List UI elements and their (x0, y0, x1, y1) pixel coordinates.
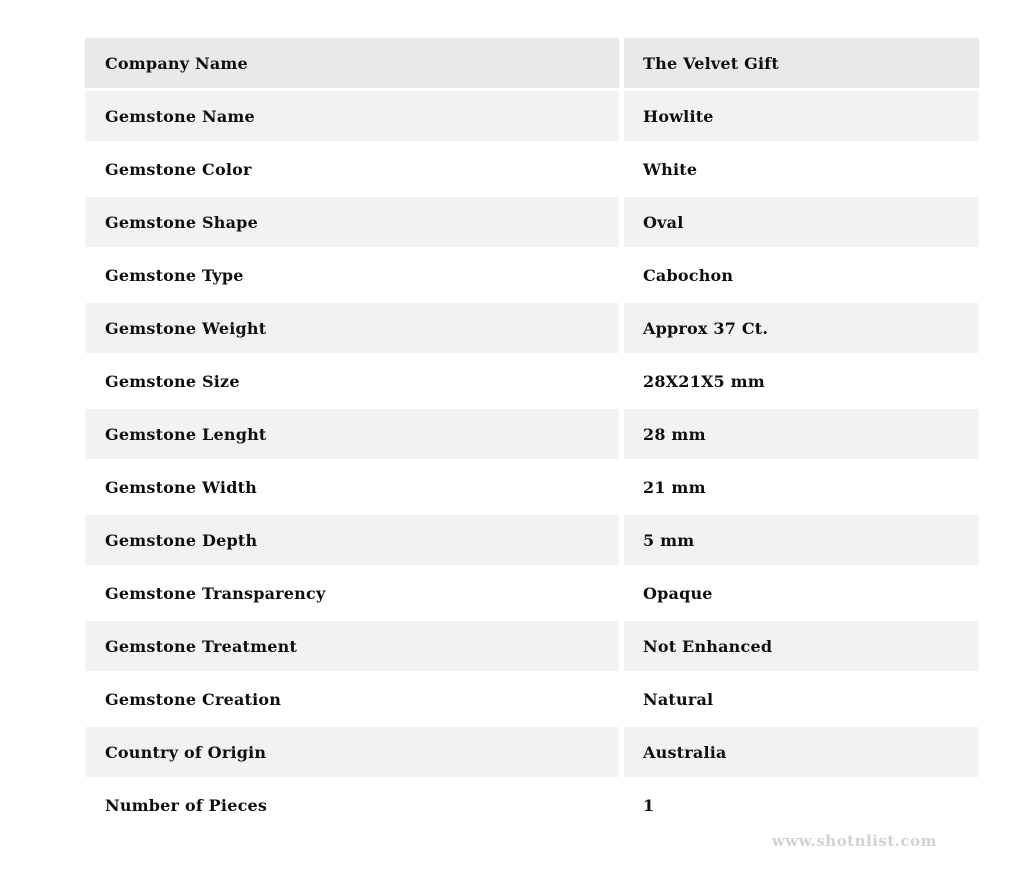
spec-value-cell: Natural (624, 674, 979, 727)
spec-value-cell: 21 mm (624, 462, 979, 515)
spec-value-cell: 28X21X5 mm (624, 356, 979, 409)
spec-label-cell: Gemstone Depth (85, 515, 624, 568)
spec-label-cell: Gemstone Color (85, 144, 624, 197)
spec-value-cell: Australia (624, 727, 979, 780)
table-row (85, 38, 979, 91)
table-row (85, 515, 979, 568)
spec-label-cell: Gemstone Lenght (85, 409, 624, 462)
table-row (85, 356, 979, 409)
watermark-text: www.shotnlist.com (771, 832, 937, 850)
table-row (85, 727, 979, 780)
table-row (85, 409, 979, 462)
spec-table-body (85, 38, 979, 833)
spec-label-cell: Gemstone Shape (85, 197, 624, 250)
spec-value-cell: 5 mm (624, 515, 979, 568)
spec-value-cell: The Velvet Gift (624, 38, 979, 91)
spec-table (85, 38, 979, 833)
spec-label-cell: Gemstone Transparency (85, 568, 624, 621)
spec-label-cell: Gemstone Width (85, 462, 624, 515)
table-row (85, 674, 979, 727)
spec-value-cell: Howlite (624, 91, 979, 144)
spec-label-cell: Country of Origin (85, 727, 624, 780)
spec-label-cell: Gemstone Name (85, 91, 624, 144)
spec-value-cell: Cabochon (624, 250, 979, 303)
spec-value-cell: 28 mm (624, 409, 979, 462)
table-row (85, 568, 979, 621)
spec-value-cell: Approx 37 Ct. (624, 303, 979, 356)
spec-label-cell: Company Name (85, 38, 624, 91)
spec-label-cell: Gemstone Weight (85, 303, 624, 356)
spec-value-cell: Oval (624, 197, 979, 250)
spec-label-cell: Number of Pieces (85, 780, 624, 833)
spec-label-cell: Gemstone Creation (85, 674, 624, 727)
gemstone-spec-table (85, 38, 938, 833)
spec-label-cell: Gemstone Type (85, 250, 624, 303)
spec-value-cell: 1 (624, 780, 979, 833)
spec-value-cell: Not Enhanced (624, 621, 979, 674)
spec-label-cell: Gemstone Treatment (85, 621, 624, 674)
spec-label-cell: Gemstone Size (85, 356, 624, 409)
table-row (85, 621, 979, 674)
table-row (85, 197, 979, 250)
table-row (85, 303, 979, 356)
table-row (85, 462, 979, 515)
table-row (85, 144, 979, 197)
spec-value-cell: White (624, 144, 979, 197)
table-row (85, 91, 979, 144)
table-row (85, 780, 979, 833)
spec-value-cell: Opaque (624, 568, 979, 621)
table-row (85, 250, 979, 303)
